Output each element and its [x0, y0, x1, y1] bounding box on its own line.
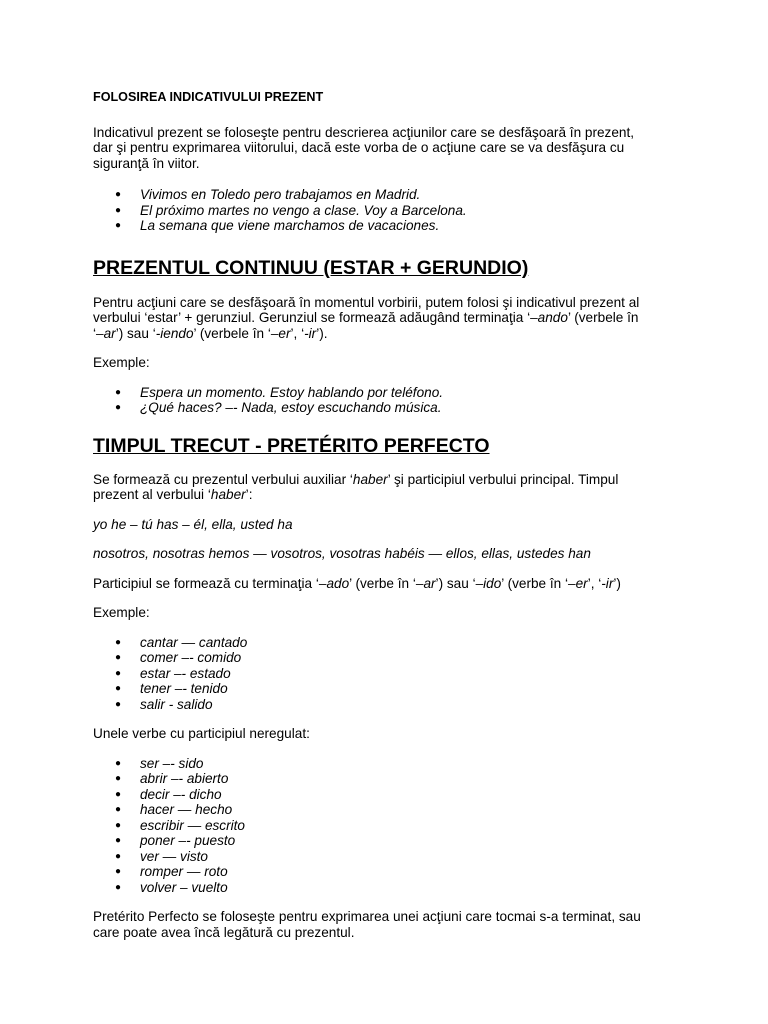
list-item: ● romper — roto [93, 864, 704, 880]
list-item: ● salir - salido [93, 697, 704, 713]
list-item: ● escribir — escrito [93, 818, 704, 834]
text-line: Pretérito Perfecto se foloseşte pentru exprimarea unei acţiuni care tocmai s-a terminat, sau [93, 909, 641, 924]
text-line: ‘–ar’) sau ‘-iendo’ (verbele în ‘–er’, ‘-ir’). [93, 325, 328, 341]
list-item: ● comer –- comido [93, 650, 704, 666]
exemple-label: Exemple: [93, 605, 150, 620]
paragraph [93, 472, 704, 503]
text-line: siguranţă în viitor. [93, 155, 200, 171]
regular-verbs-list [93, 635, 704, 713]
list-item: ● estar –- estado [93, 666, 704, 682]
example-list [93, 385, 704, 416]
section-heading: TIMPUL TRECUT - PRETÉRITO PERFECTO [93, 434, 490, 457]
text-line: Participiul se formează cu terminaţia ‘–ado’ (verbe în ‘–ar’) sau ‘–ido’ (verbe în ‘–er’, ‘-ir’) [93, 575, 621, 591]
example-list [93, 187, 704, 234]
list-item: ● ¿Qué haces? –- Nada, estoy escuchando música. [93, 400, 704, 416]
list-item: ● ver — visto [93, 849, 704, 865]
text-line: care poate avea încă legătură cu prezentul. [93, 924, 355, 940]
irregular-verbs-list [93, 756, 704, 896]
list-item: ● tener –- tenido [93, 681, 704, 697]
list-item: ● ser –- sido [93, 756, 704, 772]
text-line: Se formează cu prezentul verbului auxiliar ‘haber’ şi participiul verbului principal. Timpul [93, 471, 619, 487]
text-line: prezent al verbului ‘haber’: [93, 487, 253, 502]
list-item: ● Vivimos en Toledo pero trabajamos en Madrid. [93, 187, 704, 203]
paragraph [93, 909, 704, 940]
list-item: ● Espera un momento. Estoy hablando por teléfono. [93, 385, 704, 401]
paragraph [93, 125, 704, 172]
section-heading: PREZENTUL CONTINUU (ESTAR + GERUNDIO) [93, 256, 529, 279]
conjugation-line: nosotros, nosotras hemos — vosotros, vosotras habéis — ellos, ellas, ustedes han [93, 546, 591, 561]
text-line: Indicativul prezent se foloseşte pentru descrierea acţiunilor care se desfăşoară în prezent, [93, 124, 635, 140]
list-item: ● La semana que viene marchamos de vacaciones. [93, 218, 704, 234]
text-line: dar şi pentru exprimarea viitorului, dacă este vorba de o acţiune care se va desfăşura cu [93, 140, 625, 155]
list-item: ● cantar — cantado [93, 635, 704, 651]
list-item: ● hacer — hecho [93, 802, 704, 818]
list-item: ● decir –- dicho [93, 787, 704, 803]
list-item: ● volver – vuelto [93, 880, 704, 896]
paragraph [93, 295, 704, 342]
list-item: ● El próximo martes no vengo a clase. Voy a Barcelona. [93, 203, 704, 219]
list-item: ● abrir –- abierto [93, 771, 704, 787]
text-line: verbului ‘estar’ + gerunziul. Gerunziul se formează adăugând terminaţia ‘–ando’ (verbele în [93, 310, 639, 325]
conjugation-line: yo he – tú has – él, ella, usted ha [93, 516, 293, 532]
irregular-label: Unele verbe cu participiul neregulat: [93, 726, 310, 741]
text-line: Pentru acţiuni care se desfăşoară în momentul vorbirii, putem folosi şi indicativul prezent al [93, 294, 640, 310]
exemple-label: Exemple: [93, 355, 150, 370]
section-heading: FOLOSIREA INDICATIVULUI PREZENT [93, 90, 324, 104]
list-item: ● poner –- puesto [93, 833, 704, 849]
